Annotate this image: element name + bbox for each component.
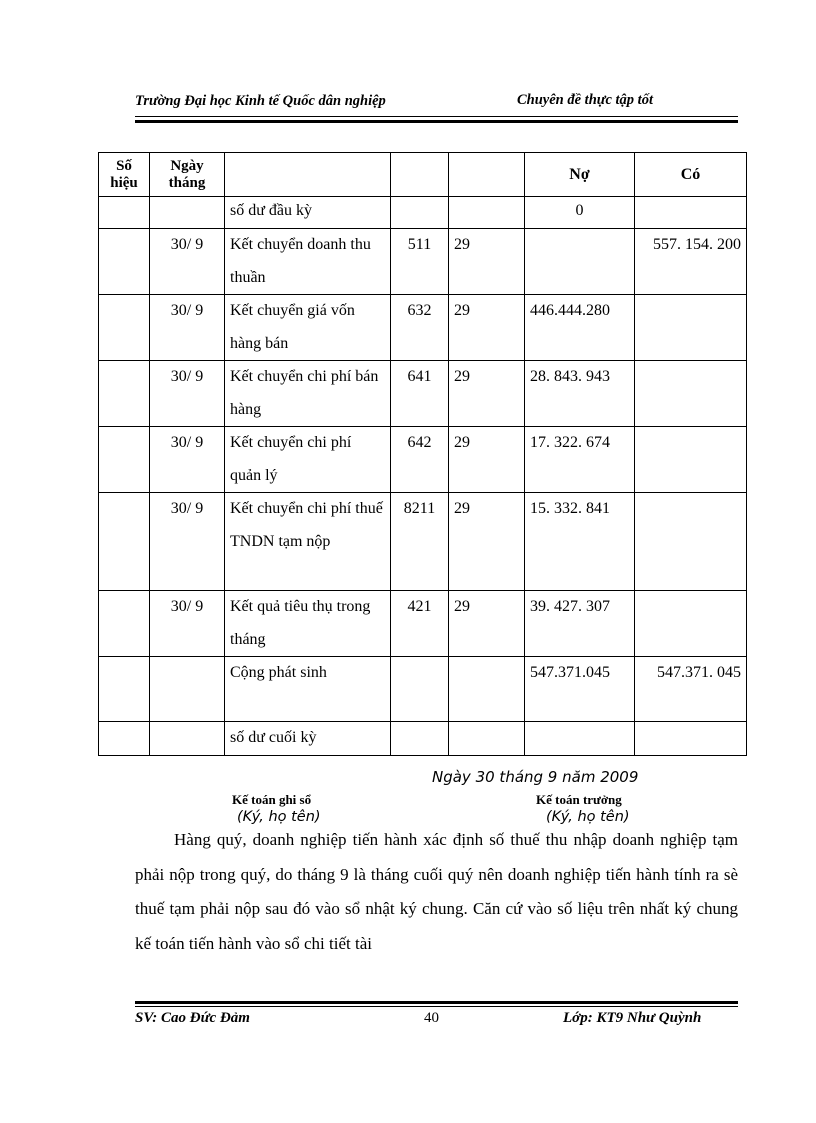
col-header-tk: [391, 153, 449, 197]
cell-tk: [391, 197, 449, 229]
table-row: [99, 591, 747, 657]
col-header-no: Nợ: [525, 153, 635, 197]
cell-no: 446.444.280: [525, 295, 635, 361]
table-row: [99, 427, 747, 493]
cell-tk: 642: [391, 427, 449, 493]
cell-no: 15. 332. 841: [525, 493, 635, 591]
body-paragraph: Hàng quý, doanh nghiệp tiến hành xác định số thuế thu nhập doanh nghiệp tạm phải nộp trong quý, do tháng 9 là tháng cuối quý nên doanh nghiệp tiến hành tính ra sè thuế tạm phải nộp sau đó vào sổ nhật ký chung. Căn cứ vào số liệu trên nhất ký chung kế toán tiến hành vào sổ chi tiết tài: [135, 830, 738, 953]
cell-co: [635, 197, 747, 229]
cell-no: 547.371.045: [525, 657, 635, 722]
cell-ngay: [150, 722, 225, 756]
cell-co: [635, 591, 747, 657]
cell-so-hieu: [99, 493, 150, 591]
cell-ngay: 30/ 9: [150, 493, 225, 591]
cell-so-hieu: [99, 722, 150, 756]
cell-dien-giai: số dư đầu kỳ: [225, 197, 391, 229]
cell-no: [525, 722, 635, 756]
cell-ngay: 30/ 9: [150, 427, 225, 493]
cell-no: 28. 843. 943: [525, 361, 635, 427]
table-row: [99, 295, 747, 361]
col-header-ngay-thang: Ngày tháng: [150, 153, 225, 197]
table-row: [99, 657, 747, 722]
footer-rule-thick: [135, 1001, 738, 1004]
cell-ngay: 30/ 9: [150, 361, 225, 427]
cell-dien-giai: Kết quả tiêu thụ trong tháng: [225, 591, 391, 657]
cell-trang: 29: [449, 361, 525, 427]
cell-ngay: [150, 657, 225, 722]
col-header-trang: [449, 153, 525, 197]
footer-class: Lớp: KT9 Như Quỳnh: [563, 1010, 702, 1026]
cell-trang: [449, 197, 525, 229]
cell-co: [635, 361, 747, 427]
cell-co: [635, 295, 747, 361]
table-header-row: [99, 153, 747, 197]
cell-tk: 8211: [391, 493, 449, 591]
cell-no: 39. 427. 307: [525, 591, 635, 657]
cell-ngay: 30/ 9: [150, 591, 225, 657]
cell-dien-giai: Kết chuyển doanh thu thuần: [225, 229, 391, 295]
cell-ngay: [150, 197, 225, 229]
cell-no: [525, 229, 635, 295]
cell-trang: 29: [449, 229, 525, 295]
cell-trang: 29: [449, 493, 525, 591]
header-rule-thick: [135, 120, 738, 123]
signature-right-title: Kế toán trưởng: [536, 792, 622, 807]
cell-so-hieu: [99, 657, 150, 722]
cell-ngay: 30/ 9: [150, 295, 225, 361]
cell-dien-giai: số dư cuối kỳ: [225, 722, 391, 756]
cell-dien-giai: Kết chuyển giá vốn hàng bán: [225, 295, 391, 361]
table-row: [99, 197, 747, 229]
ledger-table: [98, 152, 747, 756]
cell-tk: [391, 722, 449, 756]
cell-trang: 29: [449, 591, 525, 657]
cell-trang: 29: [449, 295, 525, 361]
cell-tk: 641: [391, 361, 449, 427]
signature-date: Ngày 30 tháng 9 năm 2009: [432, 768, 639, 786]
col-header-co: Có: [635, 153, 747, 197]
table-row: [99, 229, 747, 295]
table-row: [99, 722, 747, 756]
cell-co: 557. 154. 200: [635, 229, 747, 295]
signature-left-title: Kế toán ghi sổ: [232, 792, 312, 807]
cell-so-hieu: [99, 295, 150, 361]
cell-tk: 632: [391, 295, 449, 361]
cell-co: 547.371. 045: [635, 657, 747, 722]
cell-so-hieu: [99, 229, 150, 295]
table-row: [99, 361, 747, 427]
cell-so-hieu: [99, 591, 150, 657]
cell-tk: 511: [391, 229, 449, 295]
cell-dien-giai: Kết chuyển chi phí bán hàng: [225, 361, 391, 427]
header-school: Trường Đại học Kinh tế Quốc dân nghiệp: [135, 93, 386, 109]
footer-student: SV: Cao Đức Đảm: [135, 1010, 250, 1026]
cell-tk: [391, 657, 449, 722]
cell-ngay: 30/ 9: [150, 229, 225, 295]
cell-so-hieu: [99, 427, 150, 493]
cell-no: 17. 322. 674: [525, 427, 635, 493]
cell-so-hieu: [99, 361, 150, 427]
table-row: [99, 493, 747, 591]
page-number: 40: [424, 1010, 439, 1026]
cell-so-hieu: [99, 197, 150, 229]
signature-right-sub: (Ký, họ tên): [546, 809, 630, 825]
footer-rule-thin: [135, 1006, 738, 1007]
cell-trang: [449, 722, 525, 756]
cell-dien-giai: Kết chuyển chi phí quản lý: [225, 427, 391, 493]
header-topic: Chuyên đề thực tập tốt: [517, 92, 653, 108]
cell-dien-giai: Kết chuyển chi phí thuế TNDN tạm nộp: [225, 493, 391, 591]
col-header-so-hieu: Số hiệu: [99, 153, 150, 197]
signature-left-sub: (Ký, họ tên): [237, 809, 321, 825]
cell-co: [635, 493, 747, 591]
cell-trang: [449, 657, 525, 722]
col-header-dien-giai: [225, 153, 391, 197]
cell-tk: 421: [391, 591, 449, 657]
cell-co: [635, 722, 747, 756]
cell-trang: 29: [449, 427, 525, 493]
cell-co: [635, 427, 747, 493]
cell-no: 0: [525, 197, 635, 229]
cell-dien-giai: Cộng phát sinh: [225, 657, 391, 722]
header-rule-thin: [135, 116, 738, 117]
